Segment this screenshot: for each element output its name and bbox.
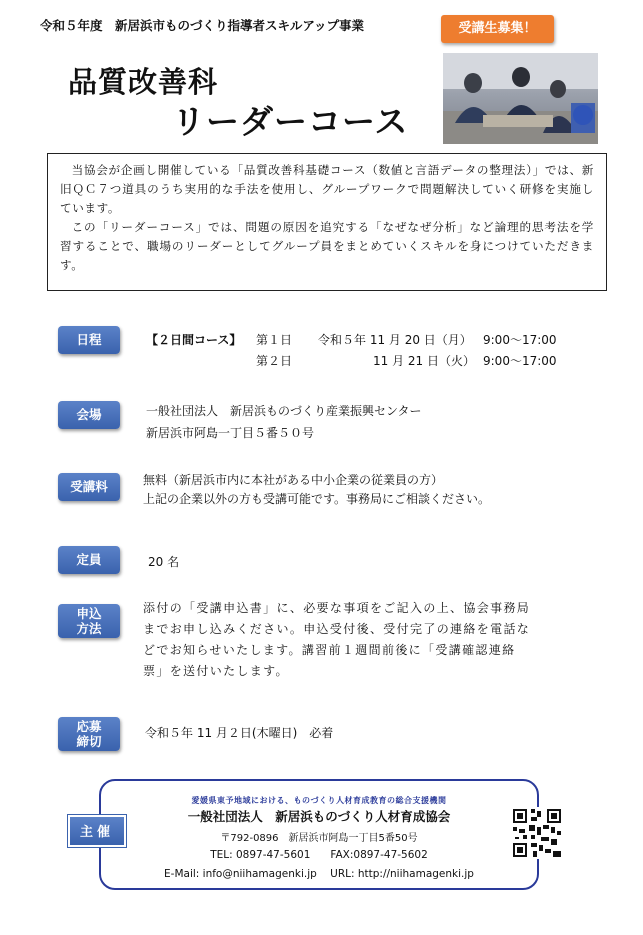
organizer-tagline: 愛媛県東予地域における、ものづくり人材育成教育の総合支援機関 [191, 796, 447, 805]
fee-line-2: 上記の企業以外の方も受講可能です。事務局にご相談ください。 [143, 492, 491, 506]
day2-label: 第２日 [256, 354, 293, 368]
organizer-address: 〒792-0896 新居浜市阿島一丁目5番50号 [220, 833, 418, 844]
day1-time: 9:00～17:00 [483, 333, 557, 347]
intro-paragraph-2: この「リーダーコース」では、問題の原因を追究する「なぜなぜ分析」など論理的思考法を学習することで、職場のリーダーとしてグループ員をまとめていくスキルを身につけていただきます。 [60, 220, 594, 272]
fee-label: 受講料 [58, 473, 120, 501]
venue-address: 新居浜市阿島一丁目５番５０号 [146, 426, 315, 440]
application-line-4: 票」を送付いたします。 [143, 664, 289, 678]
day1-label: 第１日 [256, 333, 293, 347]
recruiting-badge: 受講生募集！ [441, 15, 554, 43]
day1-date: 令和５年 11 月 20 日（月） [318, 333, 472, 347]
course-title-line2: リーダーコース [172, 102, 409, 141]
introduction-box [47, 153, 607, 291]
organizer-email[interactable]: E-Mail: info@niihamagenki.jp [164, 868, 317, 880]
organizer-tel: TEL: 0897-47-5601 [210, 849, 311, 861]
program-name: 令和５年度 新居浜市ものづくり指導者スキルアップ事業 [40, 18, 365, 33]
organizer-name: 一般社団法人 新居浜ものづくり人材育成協会 [187, 809, 451, 824]
application-label [58, 604, 120, 638]
deadline-value: 令和５年 11 月２日(木曜日) 必着 [145, 726, 334, 740]
capacity-label: 定員 [58, 546, 120, 574]
deadline-label-line1: 応募 [76, 719, 102, 734]
organizer-fax: FAX:0897-47-5602 [330, 849, 428, 861]
deadline-label [58, 717, 120, 751]
training-photo [443, 53, 598, 144]
day2-time: 9:00～17:00 [483, 354, 557, 368]
deadline-label-line2: 締切 [76, 734, 102, 749]
application-label-line2: 方法 [76, 621, 102, 636]
capacity-value: 20 名 [148, 555, 180, 569]
course-duration: 【２日間コース】 [146, 333, 242, 347]
venue-name: 一般社団法人 新居浜ものづくり産業振興センター [146, 404, 422, 418]
day2-date: 11 月 21 日（火） [373, 354, 475, 368]
application-label-line1: 申込 [76, 606, 102, 621]
training-photo-illustration [443, 53, 598, 144]
organizer-url[interactable]: URL: http://niihamagenki.jp [330, 868, 474, 880]
qr-code-icon [511, 807, 563, 859]
organizer-phone-fax [99, 849, 539, 861]
course-title-line1: 品質改善科 [68, 65, 219, 99]
organizer-contact [99, 868, 539, 880]
application-line-3: どでお知らせいたします。講習前１週間前後に「受講確認連絡 [143, 643, 516, 657]
sponsor-label: 主催 [68, 815, 126, 847]
application-line-1: 添付の「受講申込書」に、必要な事項をご記入の上、協会事務局 [143, 601, 531, 615]
application-line-2: までお申し込みください。申込受付後、受付完了の連絡を電話な [143, 622, 531, 636]
fee-line-1: 無料（新居浜市内に本社がある中小企業の従業員の方） [143, 473, 444, 487]
venue-label: 会場 [58, 401, 120, 429]
intro-paragraph-1: 当協会が企画し開催している「品質改善科基礎コース（数値と言語データの整理法）」では、新旧ＱＣ７つ道具のうち実用的な手法を使用し、グループワークで問題解決していく研修を実施しています。 [60, 163, 594, 215]
schedule-label: 日程 [58, 326, 120, 354]
